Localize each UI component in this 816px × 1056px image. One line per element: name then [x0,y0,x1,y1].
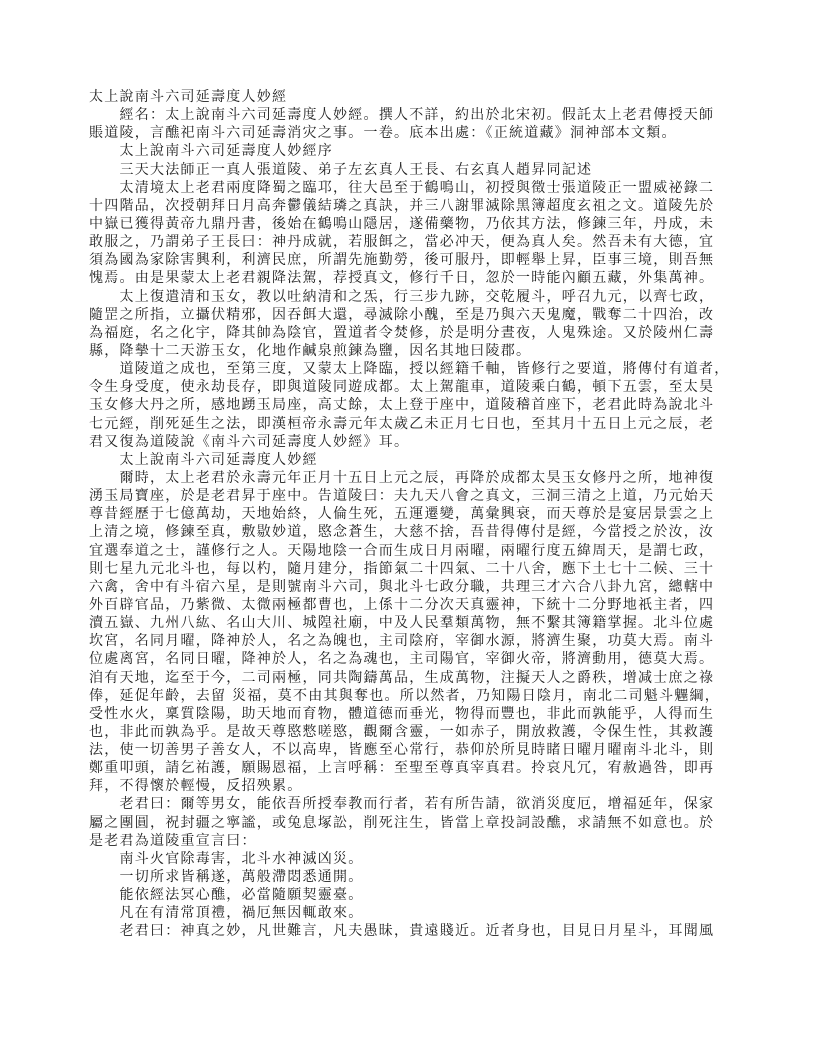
text-line: 縣，降摰十二天游玉女，化地作鹹泉煎鍊為鹽，因名其地曰陵郡。 [89,342,532,359]
text-line: 太清境太上老君兩度降蜀之臨邛，往大邑至于鶴鳴山，初授與徵士張道陵正一盟威祕錄二 [89,179,715,196]
text-line: 南斗火官除毒害，北斗水神滅凶災。 [89,850,364,867]
text-line: 令生身受度，使永劫長存，即與道陵同遊成都。太上駕龍車，道陵乘白鶴，頓下五雲，至太昊 [89,379,715,396]
text-line: 位處离宮，名同日曜，降神於人，名之為魂也，主司陽官，宰御火帝，將濟動用，德莫大焉。 [89,651,715,668]
text-line: 為福庭，名之化宇，降其帥為陰官，置道者令焚修，於是明分晝夜，人鬼殊途。又於陵州仁壽 [89,324,715,341]
text-line: 受性水火，稟質陰陽，助天地而育物，體道德而垂光，物得而豐也，非此而孰能乎，人得而生 [89,705,715,722]
text-line: 屬之團圓，祝封疆之寧謐，或兔息塚訟，削死注生，皆當上章投詞設醮，求請無不如意也。於 [89,814,715,831]
text-line: 六禽，舍中有斗宿六星，是則號南斗六司，與北斗七政分職，共理三才六合八卦九宮，總轄中 [89,578,715,595]
text-line: 法，使一切善男子善女人，不以高卑，皆應至心常行，恭仰於所見時睹日曜月曜南斗北斗，則 [89,742,715,759]
scripture-text-block [89,88,739,941]
text-line: 洎有天地，迄至于今，二司兩極，同共陶鑄萬品，生成萬物，注擬天人之爵秩，增减士庶之祿 [89,669,715,686]
text-line: 凡在有清常頂禮，禍厄無因輒敢來。 [89,905,364,922]
text-line: 上清之境，修鍊至真，敷敭妙道，愍念蒼生，大慈不捨，吾昔得傳付是經，今當授之於汝，汝 [89,524,715,541]
text-line: 道陵道之成也，至第三度，又蒙太上降臨，授以經籍千軸，皆修行之要道，將傳付有道者， [89,361,730,378]
text-line: 一切所求皆稱遂，萬般滯悶悉通開。 [89,869,364,886]
text-line: 能依經法冥心醮，必當隨願契靈臺。 [89,887,364,904]
text-line: 太上說南斗六司延壽度人妙經 [89,451,318,468]
text-line: 湧玉局寶座，於是老君昇于座中。告道陵曰：夫九天八會之真文，三洞三清之上道，乃元始天 [89,488,715,505]
text-line: 外百辟官品，乃紫微、太微兩極都曹也，上係十二分次天真靈神，下統十二分野地祇主者，四 [89,596,715,613]
text-line: 太上復遣清和玉女，教以吐納清和之炁，行三步九跡，交乾履斗，呼召九元，以齊七政， [89,288,715,305]
text-line: 鄭重叩頭，請乞祐護，願賜恩福，上言呼稱：至聖至尊真宰真君。拎哀凡冗，宥赦過咎，即再 [89,760,715,777]
text-line: 也，非此而孰為乎。是故天尊愍慗嗟愍，觀爾含靈，一如赤子，開放救護，令保生性，其救護 [89,723,715,740]
text-line: 玉女修大丹之所，感地踴玉局座，高丈餘，太上登于座中，道陵稽首座下，老君此時為說北斗 [89,397,715,414]
text-line: 愧焉。由是果蒙太上老君親降法駕，荐授真文，修行千日，忽於一時能內顧五藏，外集萬神。 [89,270,715,287]
text-line: 太上說南斗六司延壽度人妙經序 [89,143,333,160]
text-line: 宜選奉道之士，謹修行之人。天陽地陰一合而生成日月兩曜，兩曜行度五緯周天，是謂七政， [89,542,715,559]
text-line: 須為國為家除害興利，利濟民庶，所謂先施勤勞，後可服丹，即輕舉上昇，臣事三境，則吾無 [89,252,715,269]
text-line: 三天大法師正一真人張道陵、弟子左玄真人王長、右玄真人趙昇同記述 [89,161,593,178]
text-line: 拜，不得懷於輕慢，反招殃累。 [89,778,303,795]
text-line: 七元經，削死延生之法，即漢桓帝永壽元年太歲乙未正月七日也，至其月十五日上元之辰，老 [89,415,715,432]
text-line: 則七星九元北斗也，每以杓，隨月建分，指節氣二十四氣、二十八舍，應下土七十二候、三十 [89,560,715,577]
text-line: 敢服之，乃謂弟子王長曰：神丹成就，若服餌之，當必冲天，便為真人矣。然吾未有大德，宜 [89,234,715,251]
text-line: 老君曰：神真之妙，凡世難言，凡夫愚昧，貴遠賤近。近者身也，目見日月星斗，耳聞風 [89,923,715,940]
text-line: 君又復為道陵說《南斗六司延壽度人妙經》耳。 [89,433,410,450]
text-line: 十四階品，次授朝拜日月高奔鬱儀結璘之真訣，并三八謝罪滅除黑簿超度玄祖之文。道陵先於 [89,197,715,214]
text-line: 是老君為道陵重宣言曰： [89,832,257,849]
text-line: 坎宮，名同月曜，降神於人，名之為魄也，主司陰府，宰御水源，將濟生聚，功莫大焉。南斗 [89,633,715,650]
text-line: 太上說南斗六司延壽度人妙經 [89,89,288,105]
text-line: 爾時，太上老君於永壽元年正月十五日上元之辰，再降於成都太昊玉女修丹之所，地神復 [89,469,715,486]
text-line: 賬道陵，言醮祀南斗六司延壽消灾之事。一卷。底本出處：《正統道藏》洞神部本文類。 [89,125,677,142]
text-line: 尊昔經歷于七億萬劫，天地始終，人倫生死，五運遷變，萬彙興衰，而天尊於是宴居景雲之上 [89,506,715,523]
text-line: 瀆五嶽、九州八紘、名山大川、城隍社廟，中及人民羣類萬物，無不繫其簿籍掌握。北斗位處 [89,615,715,632]
text-line: 老君曰：爾等男女，能依吾所授奉教而行者，若有所告請，欲消災度厄，增福延年，保家 [89,796,715,813]
text-line: 隨罡之所指，立攝伏精邪，因吞餌大還，尋滅除小醜，至是乃與六天鬼魔，戰奪二十四治，改 [89,306,715,323]
text-line: 經名：太上說南斗六司延壽度人妙經。撰人不詳，約出於北宋初。假託太上老君傳授天師 [89,107,715,124]
text-line: 俸，延促年齡，去留 災福，莫不由其與奪也。所以然者，乃知陽日陰月，南北二司魁斗魓綱， [89,687,720,704]
text-line: 中嶽已獲得黃帝九鼎丹書，後始在鶴鳴山隱居，遂備藥物，乃依其方法，修鍊三年，丹成，未 [89,215,715,232]
